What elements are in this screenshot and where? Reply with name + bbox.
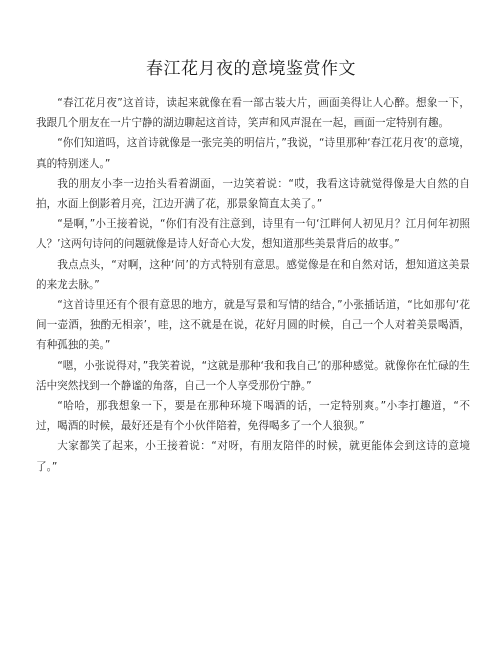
page-title: 春江花月夜的意境鉴赏作文 [146, 59, 356, 79]
paragraph-9: 大家都笑了起来，小王接着说：“对呀，有朋友陪伴的时候，就更能体会到这诗的意境了。” [36, 440, 470, 473]
paragraph-2: “你们知道吗，这首诗就像是一张完美的明信片，”我说，“诗里那种‘春江花月夜’的意境，真的特别迷人。” [36, 137, 470, 170]
paragraph-7: “嗯，小张说得对，”我笑着说，“这就是那种‘我和我自己’的那种感觉。就像你在忙碌的生活中突然找到一个静谧的角落，自己一个人享受那份宁静。” [36, 359, 470, 392]
article-body [36, 93, 470, 477]
paragraph-3: 我的朋友小李一边抬头看着湖面，一边笑着说：“哎，我看这诗就觉得像是大自然的自拍，水面上倒影着月亮，江边开满了花，那景象简直太美了。” [36, 177, 470, 211]
paragraph-5: 我点点头，“对啊，这种‘问’的方式特别有意思。感觉像是在和自然对话，想知道这美景的来龙去脉。” [36, 258, 470, 291]
paragraph-6: “这首诗里还有个很有意思的地方，就是写景和写情的结合，”小张插话道，“比如那句‘花间一壶酒，独酌无相亲’，哇，这不就是在说，花好月圆的时候，自己一个人对着美景喝酒，有种孤独的美。” [36, 299, 470, 352]
paragraph-8: “哈哈，那我想象一下，要是在那种环境下喝酒的话，一定特别爽。”小李打趣道，“不过，喝酒的时候，最好还是有个小伙伴陪着，免得喝多了一个人狼狈。” [36, 400, 470, 433]
paragraph-4: “是啊，”小王接着说，“你们有没有注意到，诗里有一句‘江畔何人初见月？江月何年初照人？’这两句诗问的问题就像是诗人好奇心大发，想知道那些美景背后的故事。” [36, 218, 470, 251]
paragraph-1: “春江花月夜”这首诗，读起来就像在看一部古装大片，画面美得让人心醉。想象一下，我跟几个朋友在一片宁静的湖边聊起这首诗，笑声和风声混在一起，画面一定特别有趣。 [36, 97, 470, 130]
